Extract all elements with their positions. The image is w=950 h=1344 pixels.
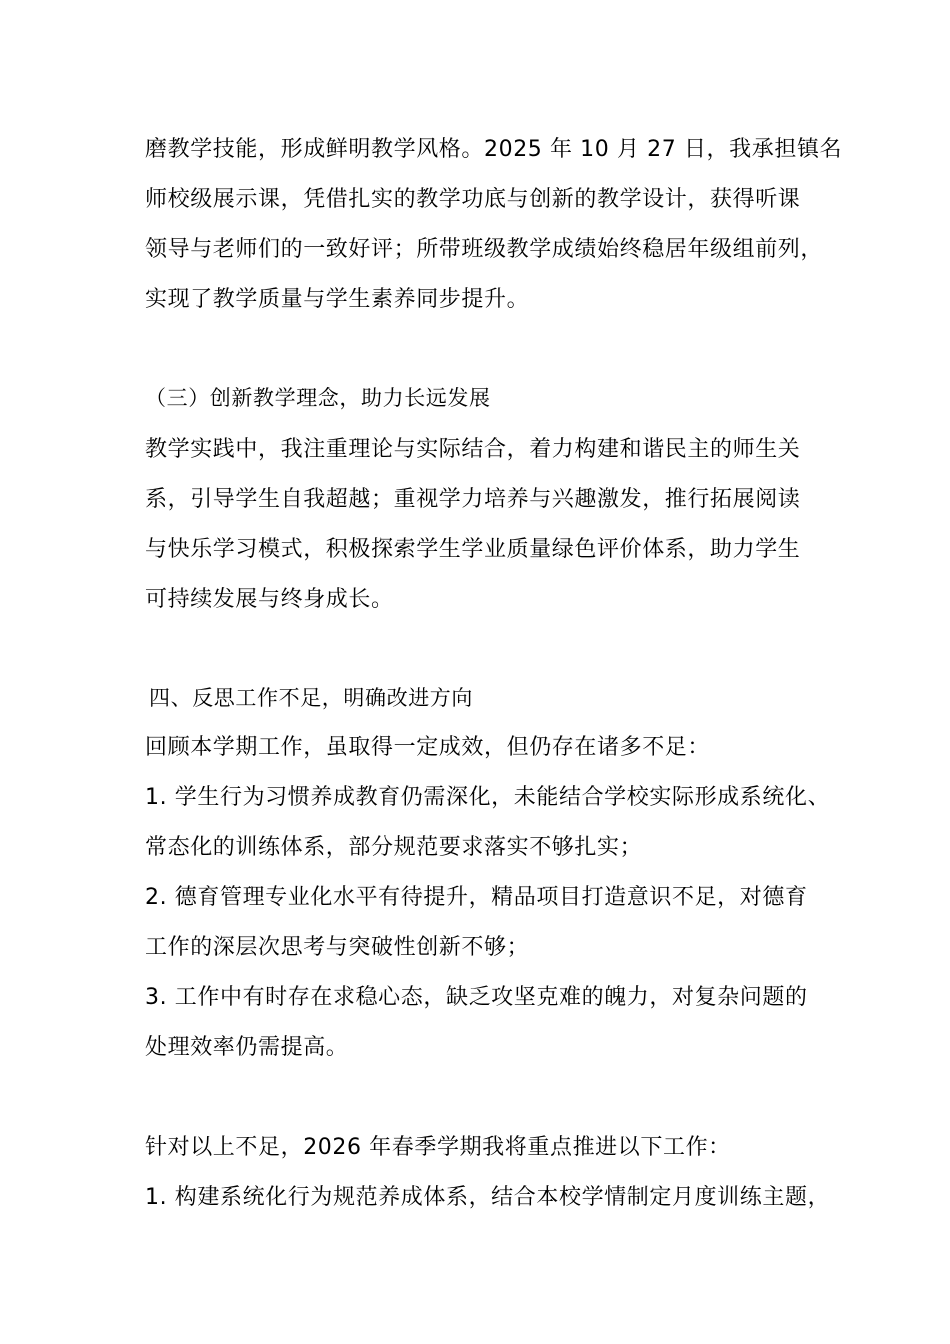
paragraph-line: 回顾本学期工作，虽取得一定成效，但仍存在诸多不足： <box>145 735 711 760</box>
list-item-continuation: 处理效率仍需提高。 <box>145 1035 349 1060</box>
list-item: 1. 学生行为习惯养成教育仍需深化，未能结合学校实际形成系统化、 <box>145 785 831 810</box>
list-item-continuation: 工作的深层次思考与突破性创新不够； <box>145 935 530 960</box>
list-item: 3. 工作中有时存在求稳心态，缺乏攻坚克难的魄力，对复杂问题的 <box>145 985 808 1010</box>
section-heading: （三）创新教学理念，助力长远发展 <box>145 386 491 410</box>
paragraph-line: 可持续发展与终身成长。 <box>145 587 394 612</box>
paragraph-line: 领导与老师们的一致好评；所带班级教学成绩始终稳居年级组前列， <box>145 237 824 262</box>
list-item-continuation: 常态化的训练体系，部分规范要求落实不够扎实； <box>145 835 643 860</box>
list-item: 1. 构建系统化行为规范养成体系，结合本校学情制定月度训练主题， <box>145 1185 831 1210</box>
section-heading: 四、反思工作不足，明确改进方向 <box>149 686 473 710</box>
list-item: 2. 德育管理专业化水平有待提升，精品项目打造意识不足，对德育 <box>145 885 808 910</box>
paragraph-line: 磨教学技能，形成鲜明教学风格。2025 年 10 月 27 日，我承担镇名 <box>145 137 843 162</box>
paragraph-line: 教学实践中，我注重理论与实际结合，着力构建和谐民主的师生关 <box>145 437 801 462</box>
paragraph-line: 针对以上不足，2026 年春季学期我将重点推进以下工作： <box>145 1135 731 1160</box>
paragraph-line: 师校级展示课，凭借扎实的教学功底与创新的教学设计，获得听课 <box>145 187 801 212</box>
paragraph-line: 实现了教学质量与学生素养同步提升。 <box>145 287 530 312</box>
paragraph-line: 系，引导学生自我超越；重视学力培养与兴趣激发，推行拓展阅读 <box>145 487 801 512</box>
paragraph-line: 与快乐学习模式，积极探索学生学业质量绿色评价体系，助力学生 <box>145 537 801 562</box>
